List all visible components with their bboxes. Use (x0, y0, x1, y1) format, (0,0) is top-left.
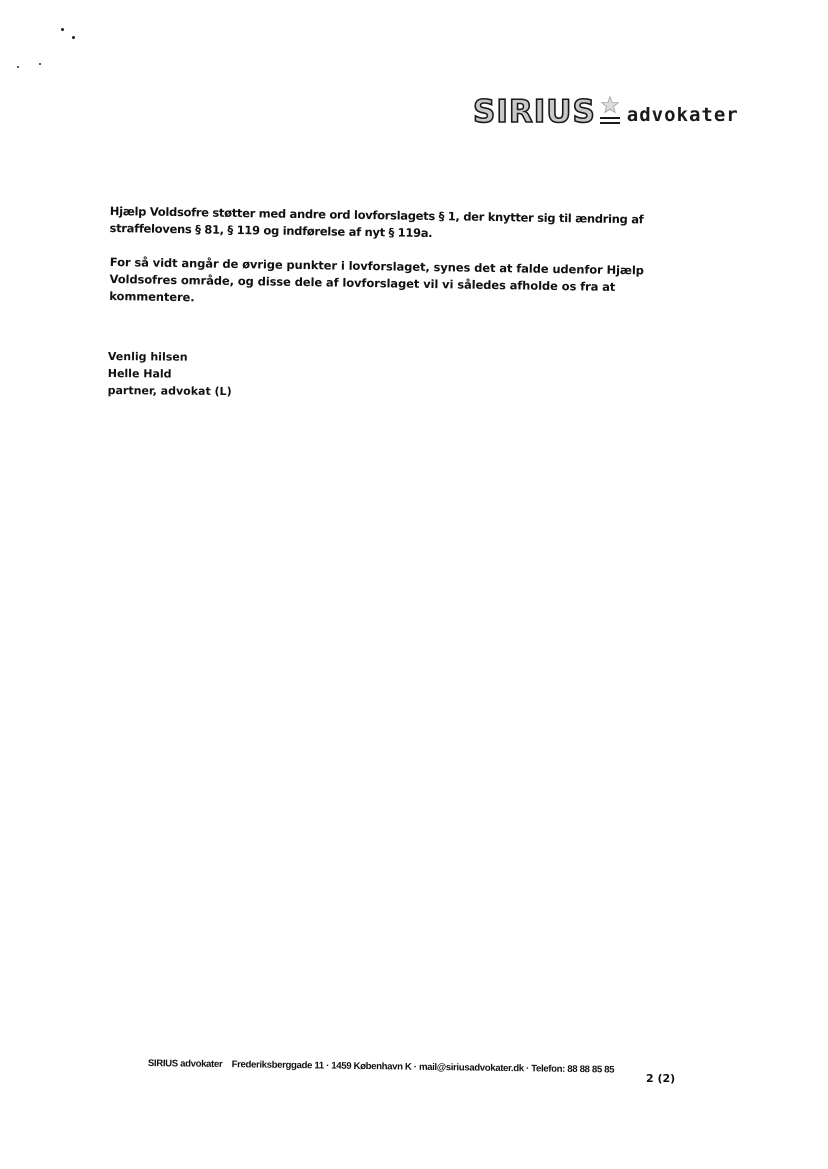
body-paragraph-1: Hjælp Voldsofre støtter med andre ord lovforslagets § 1, der knytter sig til ændring af straffelovens § 81, § 119 og indførelse af nyt § 119a. (109, 203, 644, 241)
signature-title: partner, advokat (L) (107, 383, 232, 399)
page-number: 2 (2) (646, 1072, 676, 1085)
logo-name: SIRIUS (473, 94, 596, 130)
signature-greeting: Venlig hilsen (107, 349, 188, 364)
footer-brand: SIRIUS advokater (147, 1058, 223, 1071)
footer-address: Frederiksberggade 11 · 1459 København K · mail@siriusadvokater.dk · Telefon: 88 88 85 85 (231, 1059, 615, 1076)
signature-block (108, 348, 232, 400)
body-paragraph-2: For så vidt angår de øvrige punkter i lovforslaget, synes det at falde udenfor Hjælp Voldsofres område, og disse dele af lovforslaget vil vi således afholde os fra at kommentere. (109, 254, 644, 305)
page-footer (148, 1058, 614, 1076)
scan-speck (39, 63, 41, 65)
scan-speck (72, 36, 75, 39)
logo-suffix: advokater (626, 104, 739, 126)
scan-speck (61, 28, 64, 31)
company-logo (473, 84, 739, 128)
scan-speck (17, 66, 19, 68)
star-icon (598, 92, 622, 128)
signature-name: Helle Hald (107, 366, 172, 381)
